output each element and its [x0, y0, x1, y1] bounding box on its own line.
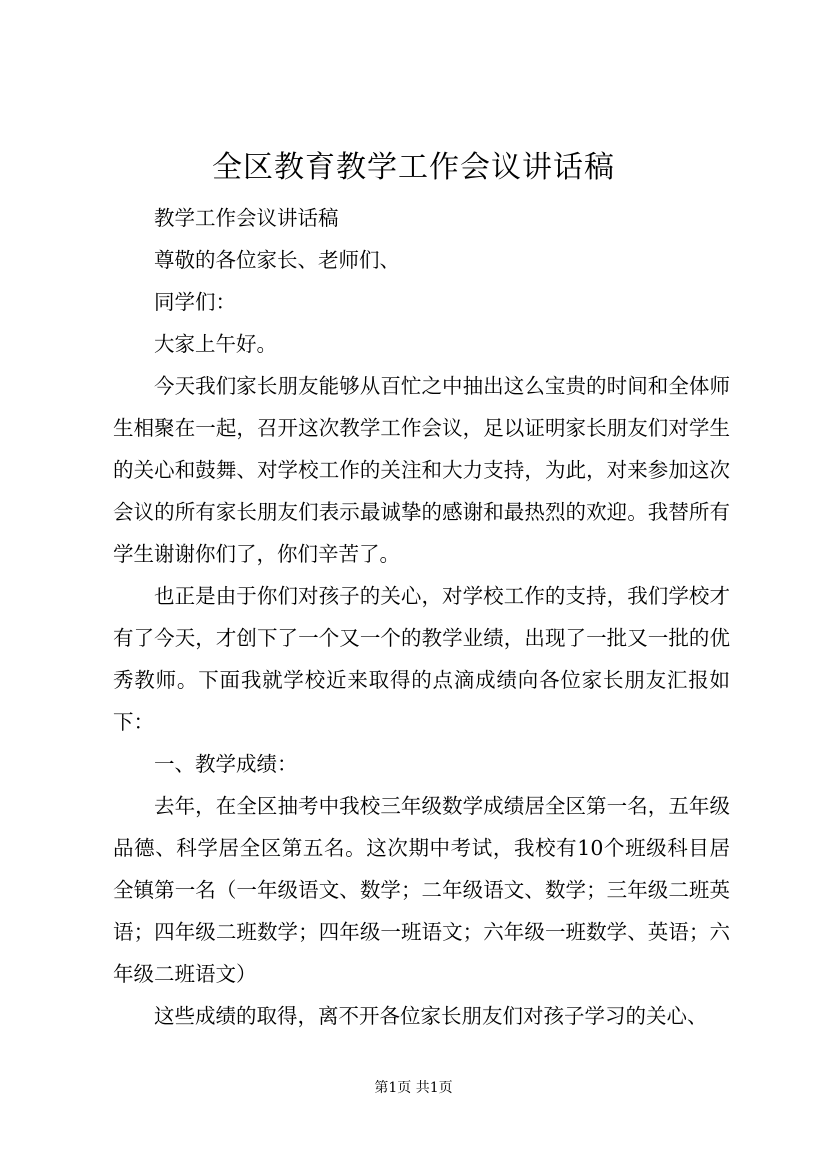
- paragraph: 也正是由于你们对孩子的关心，对学校工作的支持，我们学校才有了今天，才创下了一个又一个的教学业绩，出现了一批又一批的优秀教师。下面我就学校近来取得的点滴成绩向各位家长朋友汇报如下：: [113, 584, 730, 734]
- paragraph: 这些成绩的取得，离不开各位家长朋友们对孩子学习的关心、: [154, 1004, 708, 1028]
- paragraph: 去年，在全区抽考中我校三年级数学成绩居全区第一名，五年级品德、科学居全区第五名。这次期中考试，我校有10个班级科目居全镇第一名（一年级语文、数学；二年级语文、数学；三年级二班英语；四年级二班数学；四年级一班语文；六年级一班数学、英语；六年级二班语文）: [113, 794, 730, 986]
- document-body: [113, 197, 730, 1037]
- paragraph: 同学们：: [154, 290, 236, 314]
- document-title: 全区教育教学工作会议讲话稿: [212, 150, 615, 185]
- paragraph: 大家上午好。: [154, 332, 277, 356]
- paragraph: 尊敬的各位家长、老师们、: [154, 248, 400, 272]
- paragraph: 教学工作会议讲话稿: [154, 206, 339, 230]
- paragraph: 今天我们家长朋友能够从百忙之中抽出这么宝贵的时间和全体师生相聚在一起，召开这次教学工作会议，足以证明家长朋友们对学生的关心和鼓舞、对学校工作的关注和大力支持，为此，对来参加这次会议的所有家长朋友们表示最诚挚的感谢和最热烈的欢迎。我替所有学生谢谢你们了，你们辛苦了。: [113, 374, 730, 566]
- paragraph: 一、教学成绩：: [154, 752, 298, 776]
- page-number-footer: 第1页 共1页: [374, 1080, 453, 1096]
